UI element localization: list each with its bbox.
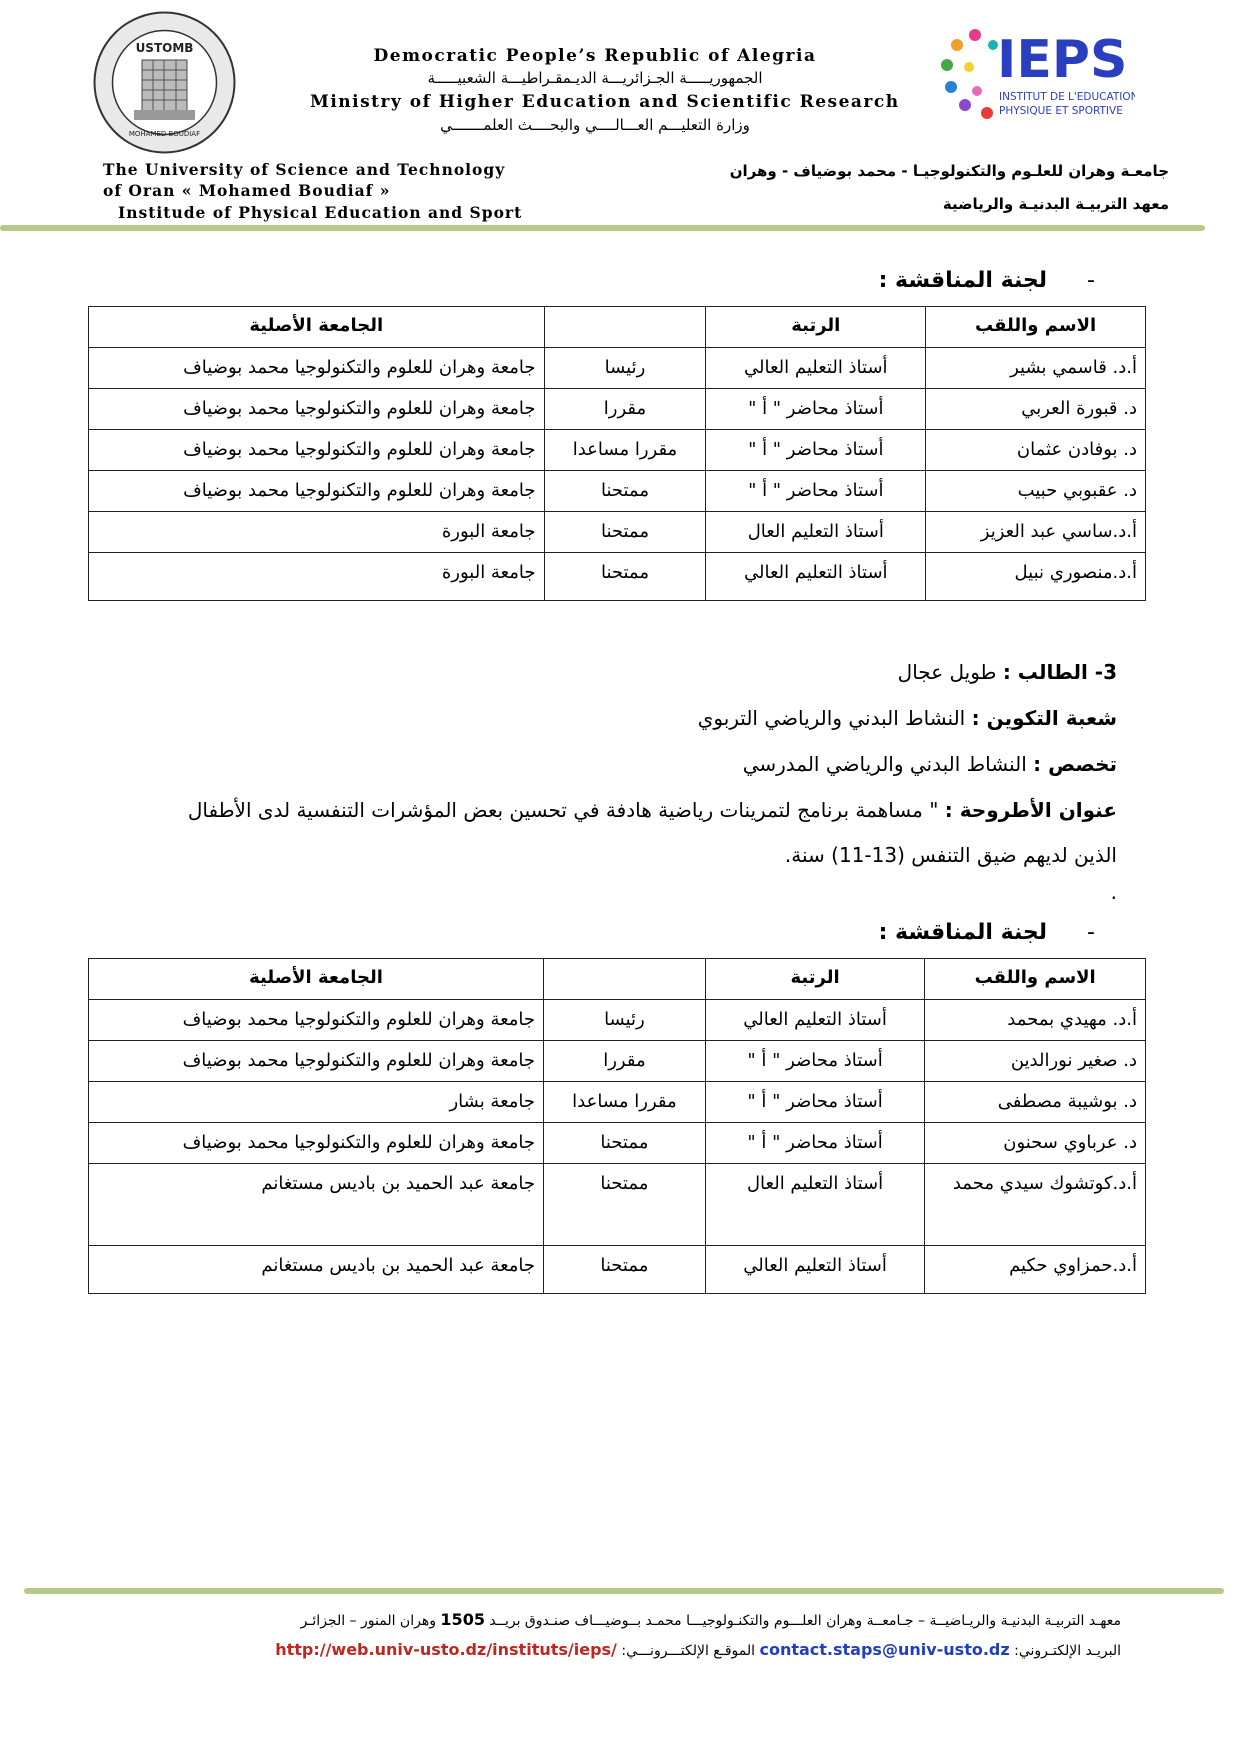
thesis-label: عنوان الأطروحة : — [944, 798, 1117, 822]
cell-rank: أستاذ التعليم العال — [705, 1164, 925, 1246]
header-divider — [0, 225, 1205, 231]
header-name: الاسم واللقب — [925, 959, 1146, 1000]
dot-text: . — [1110, 880, 1117, 904]
cell-name: أ.د.حمزاوي حكيم — [925, 1246, 1146, 1294]
footer-contact — [275, 1640, 1121, 1659]
cell-name: د. بوفادن عثمان — [926, 430, 1146, 471]
header-right-ar-1: جامعـة وهران للعلـوم والتكنولوجيـا - محمد بوضياف - وهران — [729, 162, 1169, 180]
committee1-title-text: لجنة المناقشة : — [878, 268, 1048, 293]
header-left-en-2: of Oran « Mohamed Boudiaf » — [103, 181, 391, 200]
cell-rank: أستاذ محاضر " أ " — [706, 389, 926, 430]
spec-label: تخصص : — [1033, 752, 1117, 776]
committee2-title-text: لجنة المناقشة : — [878, 920, 1048, 945]
university-logo — [92, 10, 237, 155]
footer-divider — [24, 1588, 1224, 1594]
table-row — [89, 553, 1146, 601]
ieps-sub1-text: INSTITUT DE L'EDUCATION — [999, 91, 1135, 103]
thesis-line2 — [785, 843, 1117, 867]
cell-rank: أستاذ التعليم العالي — [706, 348, 926, 389]
cell-role: مقررا — [544, 389, 706, 430]
committee2-title — [879, 920, 1095, 945]
footer-address-a: معهـد التربيـة البدنيـة والريـاضيــة – جـامعــة وهران العلـــوم والتكنـولوجيـــا محمـد بــوضيـــاف صنـدوق بريــد — [489, 1613, 1121, 1629]
committee1-title — [879, 268, 1095, 293]
header-university: الجامعة الأصلية — [89, 959, 544, 1000]
cell-university: جامعة وهران للعلوم والتكنولوجيا محمد بوضياف — [89, 471, 545, 512]
table-header-row — [89, 307, 1146, 348]
table-row — [89, 348, 1146, 389]
branch-label: شعبة التكوين : — [971, 706, 1117, 730]
cell-university: جامعة وهران للعلوم والتكنولوجيا محمد بوضياف — [89, 389, 545, 430]
cell-rank: أستاذ التعليم العالي — [705, 1246, 925, 1294]
thesis-text-1: " مساهمة برنامج لتمرينات رياضية هادفة في تحسين بعض المؤشرات التنفسية لدى الأطفال — [187, 798, 939, 822]
thesis-line1 — [188, 798, 1117, 822]
cell-role: ممتحنا — [544, 471, 706, 512]
cell-role: ممتحنا — [544, 1246, 706, 1294]
cell-role: ممتحنا — [544, 1164, 706, 1246]
committee1-table — [88, 306, 1146, 601]
cell-role: مقررا مساعدا — [544, 430, 706, 471]
cell-rank: أستاذ محاضر " أ " — [706, 471, 926, 512]
cell-name: د. بوشيبة مصطفى — [925, 1082, 1146, 1123]
cell-rank: أستاذ محاضر " أ " — [705, 1041, 925, 1082]
cell-role: رئيسا — [544, 348, 706, 389]
logo-boudiaf-text: MOHAMED BOUDIAF — [128, 130, 201, 138]
footer-address-c: وهران المنور – الجزائـر — [300, 1613, 436, 1629]
table-row — [89, 1000, 1146, 1041]
cell-university: جامعة بشار — [89, 1082, 544, 1123]
table-row — [89, 512, 1146, 553]
header-right-ar-2: معهد التربيـة البدنيـة والرياضية — [942, 195, 1169, 213]
table-row — [89, 471, 1146, 512]
cell-name: أ.د.منصوري نبيل — [926, 553, 1146, 601]
footer-address — [301, 1610, 1121, 1629]
table-row — [89, 430, 1146, 471]
ieps-logo — [935, 15, 1135, 135]
committee1-dash: - — [1087, 268, 1095, 293]
cell-rank: أستاذ التعليم العالي — [705, 1000, 925, 1041]
spec-line — [743, 752, 1117, 776]
table-row — [89, 1082, 1146, 1123]
cell-role: مقررا — [544, 1041, 706, 1082]
cell-rank: أستاذ محاضر " أ " — [705, 1082, 925, 1123]
header-en-line2: Ministry of Higher Education and Scientific Research — [310, 92, 900, 112]
cell-name: د. صغير نورالدين — [925, 1041, 1146, 1082]
table-row — [89, 1246, 1146, 1294]
cell-rank: أستاذ التعليم العال — [706, 512, 926, 553]
footer-email-label: البريـد الإلكتـروني: — [1014, 1643, 1121, 1659]
header-en-line1: Democratic People’s Republic of Alegria — [373, 46, 817, 66]
cell-name: د. عرباوي سحنون — [925, 1123, 1146, 1164]
ieps-brand-text: IEPS — [997, 30, 1128, 90]
header-rank: الرتبة — [706, 307, 926, 348]
cell-role: ممتحنا — [544, 1123, 706, 1164]
header-role — [544, 307, 706, 348]
cell-university: جامعة وهران للعلوم والتكنولوجيا محمد بوضياف — [89, 1041, 544, 1082]
cell-university: جامعة وهران للعلوم والتكنولوجيا محمد بوضياف — [89, 1000, 544, 1041]
table-header-row — [89, 959, 1146, 1000]
header-left-en-3: Institude of Physical Education and Sport — [118, 203, 523, 222]
header-left-en-1: The University of Science and Technology — [103, 160, 506, 179]
cell-rank: أستاذ محاضر " أ " — [706, 430, 926, 471]
spec-value: النشاط البدني والرياضي المدرسي — [742, 752, 1027, 776]
cell-role: ممتحنا — [544, 553, 706, 601]
thesis-text-2: الذين لديهم ضيق التنفس (13-11) سنة. — [784, 843, 1117, 867]
cell-university: جامعة البورة — [89, 553, 545, 601]
student-line — [898, 660, 1117, 684]
branch-line — [698, 706, 1117, 730]
cell-rank: أستاذ محاضر " أ " — [705, 1123, 925, 1164]
header-ar-line1: الجمهوريـــــة الجـزائريـــة الديـمقـراطيـــة الشعبيـــــة — [427, 69, 763, 87]
student-name: طويل عجال — [897, 660, 997, 684]
header-role — [544, 959, 706, 1000]
cell-name: أ.د. مهيدي بمحمد — [925, 1000, 1146, 1041]
cell-role: رئيسا — [544, 1000, 706, 1041]
header-university: الجامعة الأصلية — [89, 307, 545, 348]
ieps-sub2-text: PHYSIQUE ET SPORTIVE — [999, 105, 1123, 117]
cell-name: د. عقبوبي حبيب — [926, 471, 1146, 512]
cell-university: جامعة عبد الحميد بن باديس مستغانم — [89, 1164, 544, 1246]
cell-rank: أستاذ التعليم العالي — [706, 553, 926, 601]
footer-address-b: 1505 — [440, 1610, 485, 1629]
header-ar-line2: وزارة التعليـــم العـــالــــي والبحــــث العلمـــــــي — [440, 116, 750, 134]
table-row — [89, 1164, 1146, 1246]
footer-site-link[interactable]: http://web.univ-usto.dz/instituts/ieps/ — [275, 1640, 617, 1659]
table-row — [89, 1123, 1146, 1164]
cell-role: مقررا مساعدا — [544, 1082, 706, 1123]
branch-value: النشاط البدني والرياضي التربوي — [697, 706, 966, 730]
header-name: الاسم واللقب — [926, 307, 1146, 348]
footer-site-label: الموقـع الإلكتـــرونـــي: — [621, 1643, 756, 1659]
committee2-table — [88, 958, 1146, 1294]
cell-name: د. قبورة العربي — [926, 389, 1146, 430]
cell-university: جامعة وهران للعلوم والتكنولوجيا محمد بوضياف — [89, 348, 545, 389]
cell-university: جامعة عبد الحميد بن باديس مستغانم — [89, 1246, 544, 1294]
cell-university: جامعة وهران للعلوم والتكنولوجيا محمد بوضياف — [89, 430, 545, 471]
header-rank: الرتبة — [705, 959, 925, 1000]
footer-email-link[interactable]: contact.staps@univ-usto.dz — [759, 1640, 1010, 1659]
cell-university: جامعة وهران للعلوم والتكنولوجيا محمد بوضياف — [89, 1123, 544, 1164]
cell-name: أ.د. قاسمي بشير — [926, 348, 1146, 389]
logo-usto-text: USTOMB — [135, 41, 194, 55]
thesis-dot — [1111, 880, 1117, 904]
table-row — [89, 1041, 1146, 1082]
committee2-dash: - — [1087, 920, 1095, 945]
cell-role: ممتحنا — [544, 512, 706, 553]
cell-name: أ.د.كوتشوك سيدي محمد — [925, 1164, 1146, 1246]
cell-name: أ.د.ساسي عبد العزيز — [926, 512, 1146, 553]
student-label: 3- الطالب : — [1002, 660, 1117, 684]
cell-university: جامعة البورة — [89, 512, 545, 553]
table-row — [89, 389, 1146, 430]
